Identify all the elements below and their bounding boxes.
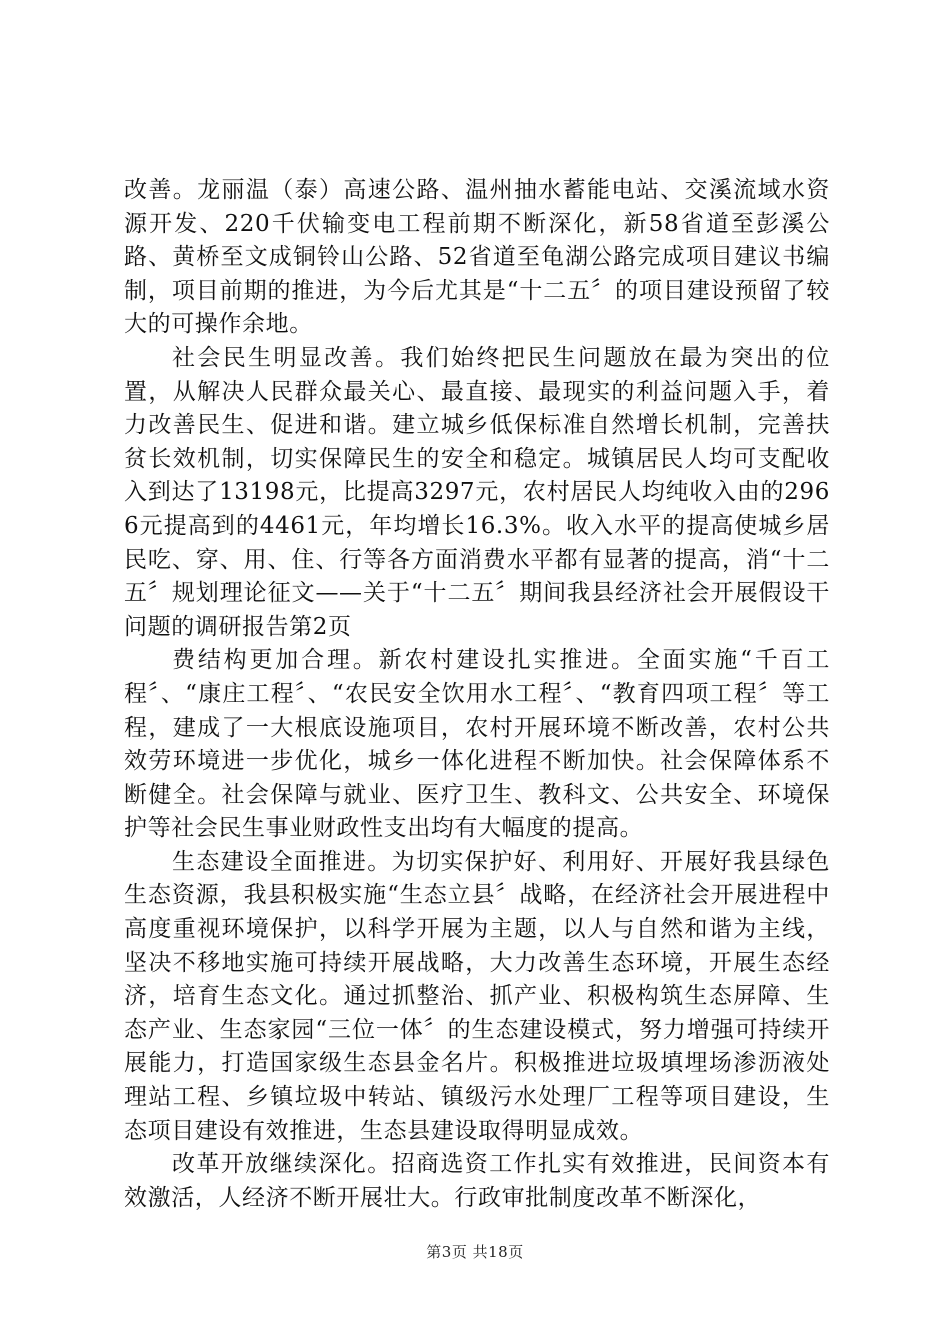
paragraph-rural-construction: 费结构更加合理。新农村建设扎实推进。全面实施“千百工程〞、“康庄工程〞、“农民安全饮用水工程〞、“教育四项工程〞等工程，建成了一大根底设施项目，农村开展环境不断改善，农村公共效劳环境进一步优化，城乡一体化进程不断加快。社会保障体系不断健全。社会保障与就业、医疗卫生、教科文、公共安全、环境保护等社会民生事业财政性支出均有大幅度的提高。 [124, 647, 830, 842]
paragraph-livelihood: 社会民生明显改善。我们始终把民生问题放在最为突出的位置，从解决人民群众最关心、最直接、最现实的利益问题入手，着力改善民生、促进和谐。建立城乡低保标准自然增长机制，完善扶贫长效机制，切实保障民生的安全和稳定。城镇居民人均可支配收入到达了13198元，比提高3297元，农村居民人均纯收入由的2966元提高到的4461元，年均增长16.3%。收入水平的提高使城乡居民吃、穿、用、住、行等各方面消费水平都有显著的提高，消“十二五〞规划理论征文——关于“十二五〞期间我县经济社会开展假设干问题的调研报告第2页 [124, 344, 830, 640]
paragraph-ecology: 生态建设全面推进。为切实保护好、利用好、开展好我县绿色生态资源，我县积极实施“生态立县〞战略，在经济社会开展进程中高度重视环境保护，以科学开展为主题，以人与自然和谐为主线，坚决不移地实施可持续开展战略，大力改善生态环境，开展生态经济，培育生态文化。通过抓整治、抓产业、积极构筑生态屏障、生态产业、生态家园“三位一体〞的生态建设模式，努力增强可持续开展能力，打造国家级生态县金名片。积极推进垃圾填埋场渗沥液处理站工程、乡镇垃圾中转站、镇级污水处理厂工程等项目建设，生态项目建设有效推进，生态县建设取得明显成效。 [124, 848, 830, 1144]
page-number: 第3页 共18页 [426, 1243, 524, 1261]
paragraph-reform: 改革开放继续深化。招商选资工作扎实有效推进，民间资本有效激活，人经济不断开展壮大。行政审批制度改革不断深化， [124, 1151, 830, 1211]
page-footer [0, 1241, 950, 1262]
document-body [124, 174, 830, 1215]
paragraph-project-progress: 改善。龙丽温（泰）高速公路、温州抽水蓄能电站、交溪流域水资源开发、220千伏输变电工程前期不断深化，新58省道至彭溪公路、黄桥至文成铜铃山公路、52省道至龟湖公路完成项目建议书编制，项目前期的推进，为今后尤其是“十二五〞的项目建设预留了较大的可操作余地。 [124, 177, 830, 338]
